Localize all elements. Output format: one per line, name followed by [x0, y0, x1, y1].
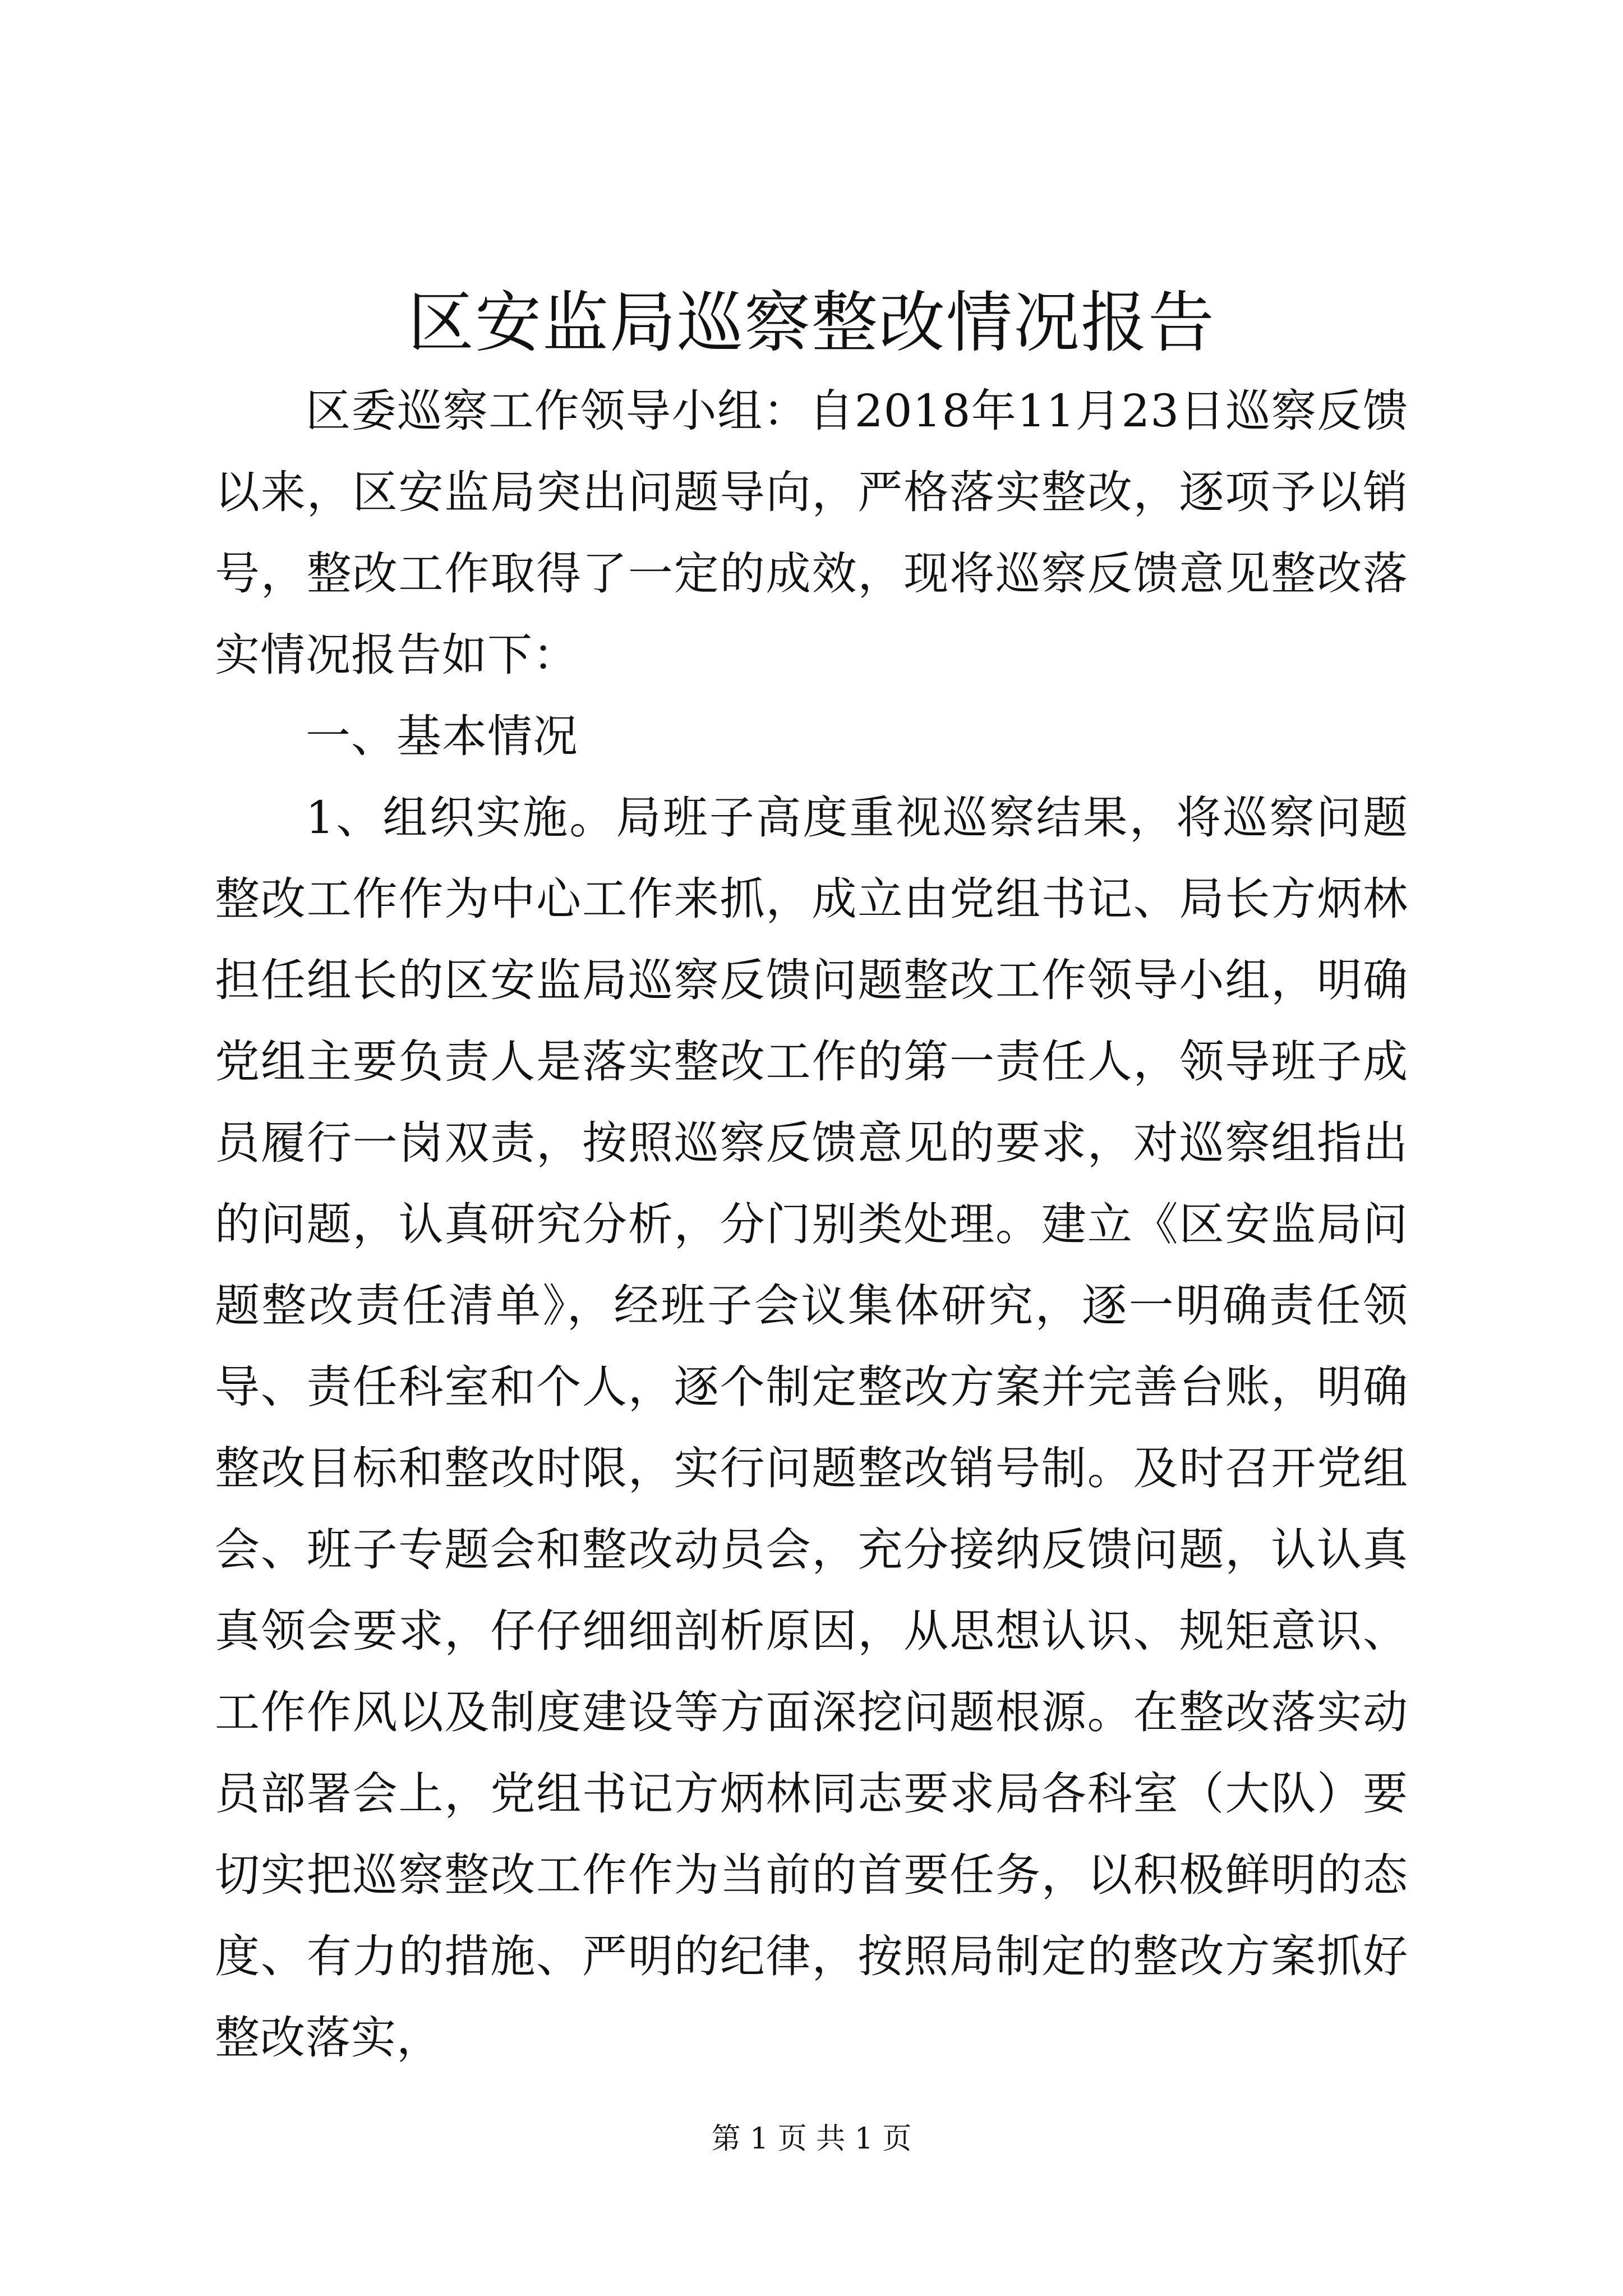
page-title: 区安监局巡察整改情况报告: [407, 284, 1215, 361]
paragraph-organization: 1、组织实施。局班子高度重视巡察结果，将巡察问题整改工作作为中心工作来抓，成立由党组书记、局长方炳林担任组长的区安监局巡察反馈问题整改工作领导小组，明确党组主要负责人是落实整改工作的第一责任人，领导班子成员履行一岗双责，按照巡察反馈意见的要求，对巡察组指出的问题，认真研究分析，分门别类处理。建立《区安监局问题整改责任清单》，经班子会议集体研究，逐一明确责任领导、责任科室和个人，逐个制定整改方案并完善台账，明确整改目标和整改时限，实行问题整改销号制。及时召开党组会、班子专题会和整改动员会，充分接纳反馈问题，认认真真领会要求，仔仔细细剖析原因，从思想认识、规矩意识、工作作风以及制度建设等方面深挖问题根源。在整改落实动员部署会上，党组书记方炳林同志要求局各科室（大队）要切实把巡察整改工作作为当前的首要任务，以积极鲜明的态度、有力的措施、严明的纪律，按照局制定的整改方案抓好整改落实，: [215, 792, 1408, 2064]
section-heading-basic-situation: 一、基本情况: [306, 710, 578, 762]
paragraph-intro: 区委巡察工作领导小组：自2018年11月23日巡察反馈以来，区安监局突出问题导向，严格落实整改，逐项予以销号，整改工作取得了一定的成效，现将巡察反馈意见整改落实情况报告如下：: [215, 385, 1408, 681]
page-footer: 第 1 页 共 1 页: [711, 2122, 912, 2156]
document-body: [215, 370, 1408, 2078]
